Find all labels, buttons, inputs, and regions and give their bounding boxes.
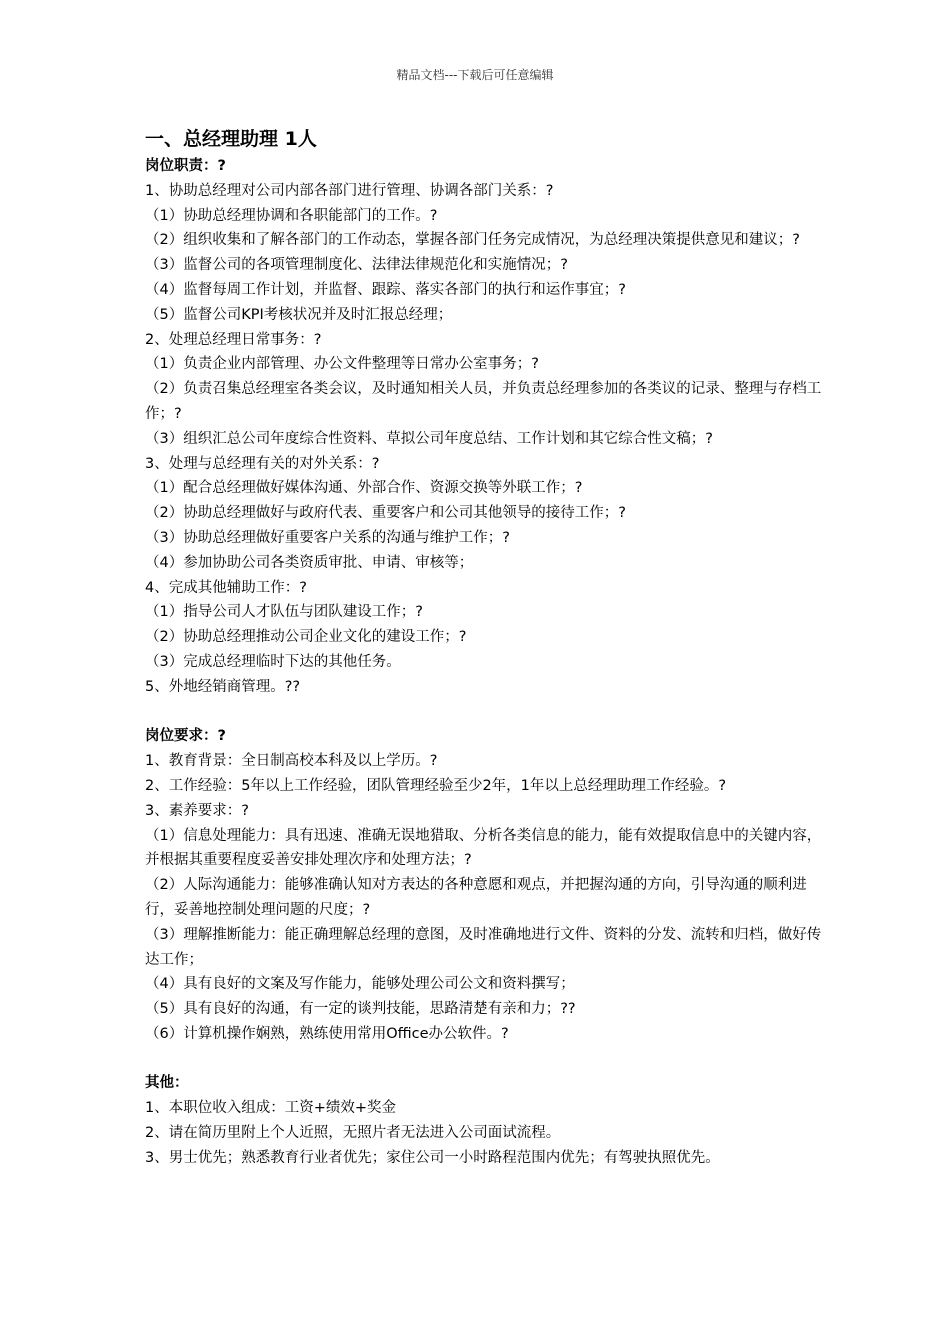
duty-line: 1、协助总经理对公司内部各部门进行管理、协调各部门关系：? (145, 182, 554, 199)
duty-line: （2）协助总经理推动公司企业文化的建设工作；? (145, 629, 467, 646)
duty-line: （1）指导公司人才队伍与团队建设工作；? (145, 604, 423, 621)
page-header: 精品文档---下载后可任意编辑 (396, 68, 554, 82)
requirement-line: （3）理解推断能力：能正确理解总经理的意图，及时准确地进行文件、资料的分发、流转和归档，做好传达工作； (145, 926, 822, 968)
requirements-section (145, 724, 825, 1046)
duty-line: （3）监督公司的各项管理制度化、法律法律规范化和实施情况；? (145, 257, 568, 274)
duty-line: 5、外地经销商管理。?? (145, 678, 301, 695)
page-title: 一、总经理助理 1人 (145, 128, 317, 150)
duty-line: （3）完成总经理临时下达的其他任务。 (145, 653, 401, 670)
section-spacer (145, 700, 825, 725)
requirement-line: 2、工作经验：5年以上工作经验，团队管理经验至少2年，1年以上总经理助理工作经验。? (145, 777, 727, 794)
duty-line: （1）配合总经理做好媒体沟通、外部合作、资源交换等外联工作；? (145, 480, 583, 497)
other-section (145, 1071, 825, 1170)
requirement-line: 1、教育背景：全日制高校本科及以上学历。? (145, 753, 438, 770)
requirement-line: （6）计算机操作娴熟，熟练使用常用Office办公软件。? (145, 1025, 509, 1042)
other-line: 2、请在简历里附上个人近照，无照片者无法进入公司面试流程。 (145, 1125, 561, 1142)
duty-line: 3、处理与总经理有关的对外关系：? (145, 455, 380, 472)
duty-line: （1）负责企业内部管理、办公文件整理等日常办公室事务；? (145, 356, 539, 373)
other-line: 3、男士优先；熟悉教育行业者优先；家住公司一小时路程范围内优先；有驾驶执照优先。 (145, 1149, 720, 1166)
duty-line: （5）监督公司KPI考核状况并及时汇报总经理； (145, 306, 453, 323)
duty-line: （1）协助总经理协调和各职能部门的工作。? (145, 207, 438, 224)
other-line: 1、本职位收入组成：工资+绩效+奖金 (145, 1100, 397, 1117)
duties-heading: 岗位职责：? (145, 158, 226, 174)
requirement-line: （1）信息处理能力：具有迅速、准确无误地猎取、分析各类信息的能力，能有效提取信息中的关键内容，并根据其重要程度妥善安排处理次序和处理方法；? (145, 827, 822, 869)
duty-line: （3）组织汇总公司年度综合性资料、草拟公司年度总结、工作计划和其它综合性文稿；? (145, 430, 713, 447)
other-heading: 其他： (145, 1075, 189, 1092)
requirements-heading: 岗位要求：? (145, 728, 226, 745)
requirement-line: （4）具有良好的文案及写作能力，能够处理公司公文和资料撰写； (145, 976, 575, 993)
requirement-line: （2）人际沟通能力：能够准确认知对方表达的各种意愿和观点，并把握沟通的方向，引导沟通的顺利进行，妥善地控制处理问题的尺度；? (145, 877, 807, 918)
duty-line: （2）协助总经理做好与政府代表、重要客户和公司其他领导的接待工作；? (145, 505, 626, 522)
duty-line: （2）负责召集总经理室各类会议，及时通知相关人员，并负责总经理参加的各类议的记录、整理与存档工作；? (145, 381, 822, 422)
section-spacer (145, 1047, 825, 1072)
duty-line: （3）协助总经理做好重要客户关系的沟通与维护工作；? (145, 529, 510, 546)
document-body (145, 124, 825, 1171)
duty-line: （4）参加协助公司各类资质审批、申请、审核等； (145, 554, 474, 571)
duty-line: 2、处理总经理日常事务：? (145, 331, 322, 348)
duties-section (145, 154, 825, 700)
requirement-line: 3、素养要求：? (145, 802, 249, 819)
duty-line: 4、完成其他辅助工作：? (145, 579, 307, 596)
requirement-line: （5）具有良好的沟通，有一定的谈判技能，思路清楚有亲和力；?? (145, 1001, 576, 1018)
duty-line: （2）组织收集和了解各部门的工作动态，掌握各部门任务完成情况，为总经理决策提供意见和建议；? (145, 232, 800, 249)
duty-line: （4）监督每周工作计划，并监督、跟踪、落实各部门的执行和运作事宜；? (145, 281, 626, 298)
